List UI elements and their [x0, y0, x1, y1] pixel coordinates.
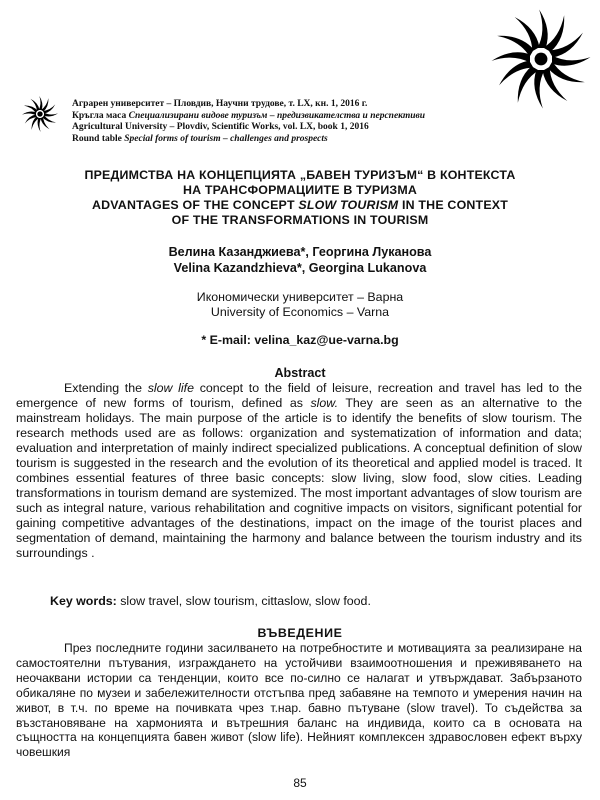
- author-email: * E-mail: velina_kaz@ue-varna.bg: [201, 333, 399, 347]
- abstract-text-1: Extending the: [64, 381, 148, 395]
- journal-roundtable-en: [72, 134, 492, 146]
- university-logo-icon: [486, 4, 596, 114]
- keywords: [16, 594, 582, 609]
- abstract-paragraph: [16, 381, 582, 561]
- title-en-line-2: OF THE TRANSFORMATIONS IN TOURISM: [171, 213, 429, 227]
- title-en-line-1: [0, 198, 600, 213]
- small-university-logo-icon: [20, 94, 60, 134]
- authors-en: Velina Kazandzhieva*, Georgina Lukanova: [173, 261, 427, 275]
- abstract-heading: Abstract: [274, 366, 326, 380]
- affiliation-bg: Икономически университет – Варна: [196, 290, 404, 304]
- journal-line-en: Agricultural University – Plovdiv, Scientific Works, vol. LX, book 1, 2016: [72, 122, 369, 133]
- abstract-body: [16, 381, 582, 561]
- title-bg-line-2: НА ТРАНСФОРМАЦИИТЕ В ТУРИЗМА: [182, 183, 418, 197]
- journal-header: [72, 99, 492, 145]
- roundtable-topic-en: Special forms of tourism – challenges and prospects: [124, 133, 328, 144]
- authors-bg: Велина Казанджиева*, Георгина Луканова: [168, 245, 432, 259]
- title-bg-line-1: ПРЕДИМСТВА НА КОНЦЕПЦИЯТА „БАВЕН ТУРИЗЪМ“ В КОНТЕКСТА: [84, 168, 516, 182]
- abstract-italic-1: slow life: [147, 381, 195, 395]
- title-en-part-c: IN THE CONTEXT: [398, 198, 509, 212]
- introduction-body: [16, 641, 582, 760]
- roundtable-topic-bg: Специализирани видове туризъм – предизвикателства и перспективи: [128, 110, 426, 121]
- abstract-text-3: They are seen as an alternative to the mainstream holidays. The main purpose of the article is to identify the benefits of slow tourism. The research methods used are as follows: organization and systematization of information and data; evaluation and interpretation of mainly indirect specialized publications. A conceptual definition of slow tourism is suggested in the research and the evolution of its theoretical and applied model is traced. It combines essential features of three basic concepts: slow living, slow food, slow cities. Leading transformations in tourism demand are systemized. The most important advantages of slow tourism are such as integral nature, various rehabilitation and cognitive impacts on visitors, significant potential for gaining competitive advantages of the destinations, impact on the image of the tourist places and segmentation of demand, maintaining the harmony and balance between the tourism industry and its surroundings .: [16, 396, 582, 560]
- abstract-text-2: concept to the field of leisure, recreation and travel has led to the emergence of new forms of tourism, defined as: [16, 381, 582, 410]
- journal-roundtable-bg: [72, 111, 492, 123]
- title-en-part-a: ADVANTAGES OF THE CONCEPT: [91, 198, 299, 212]
- keywords-label: Key words:: [50, 594, 117, 608]
- introduction-heading: ВЪВЕДЕНИЕ: [257, 626, 343, 640]
- title-en-italic: SLOW TOURISM: [298, 198, 399, 212]
- abstract-italic-2: slow.: [310, 396, 339, 410]
- affiliation: [0, 290, 600, 320]
- paper-title: [0, 168, 600, 228]
- introduction-paragraph: През последните години засилването на потребностите и мотивацията за реализиране на самостоятелни пътувания, изграждането на устойчиви взаимоотношения и преживяването на неочаквани истории са тенденции, които все по-силно се налагат и утвърждават. Забързаното обикаляне по музеи и забележителности отстъпва пред забавяне на темпото и умерения начин на живот, в т.ч. по време на почивката чрез т.нар. бавно пътуване (slow travel). То съдейства за възстановяване на хармонията и вътрешния баланс на индивида, които са в основата на същността на концепцията бавен живот (slow life). Нейният комплексен здравословен ефект върху човешкия: [16, 641, 582, 760]
- keywords-text: slow travel, slow tourism, cittaslow, slow food.: [116, 594, 371, 608]
- roundtable-label-en: Round table: [72, 133, 122, 144]
- affiliation-en: University of Economics – Varna: [210, 305, 390, 319]
- journal-line-bg: Аграрен университет – Пловдив, Научни трудове, т. LX, кн. 1, 2016 г.: [72, 99, 368, 109]
- page-number: 85: [293, 776, 307, 790]
- authors: [0, 244, 600, 276]
- roundtable-label-bg: Кръгла маса: [72, 110, 127, 121]
